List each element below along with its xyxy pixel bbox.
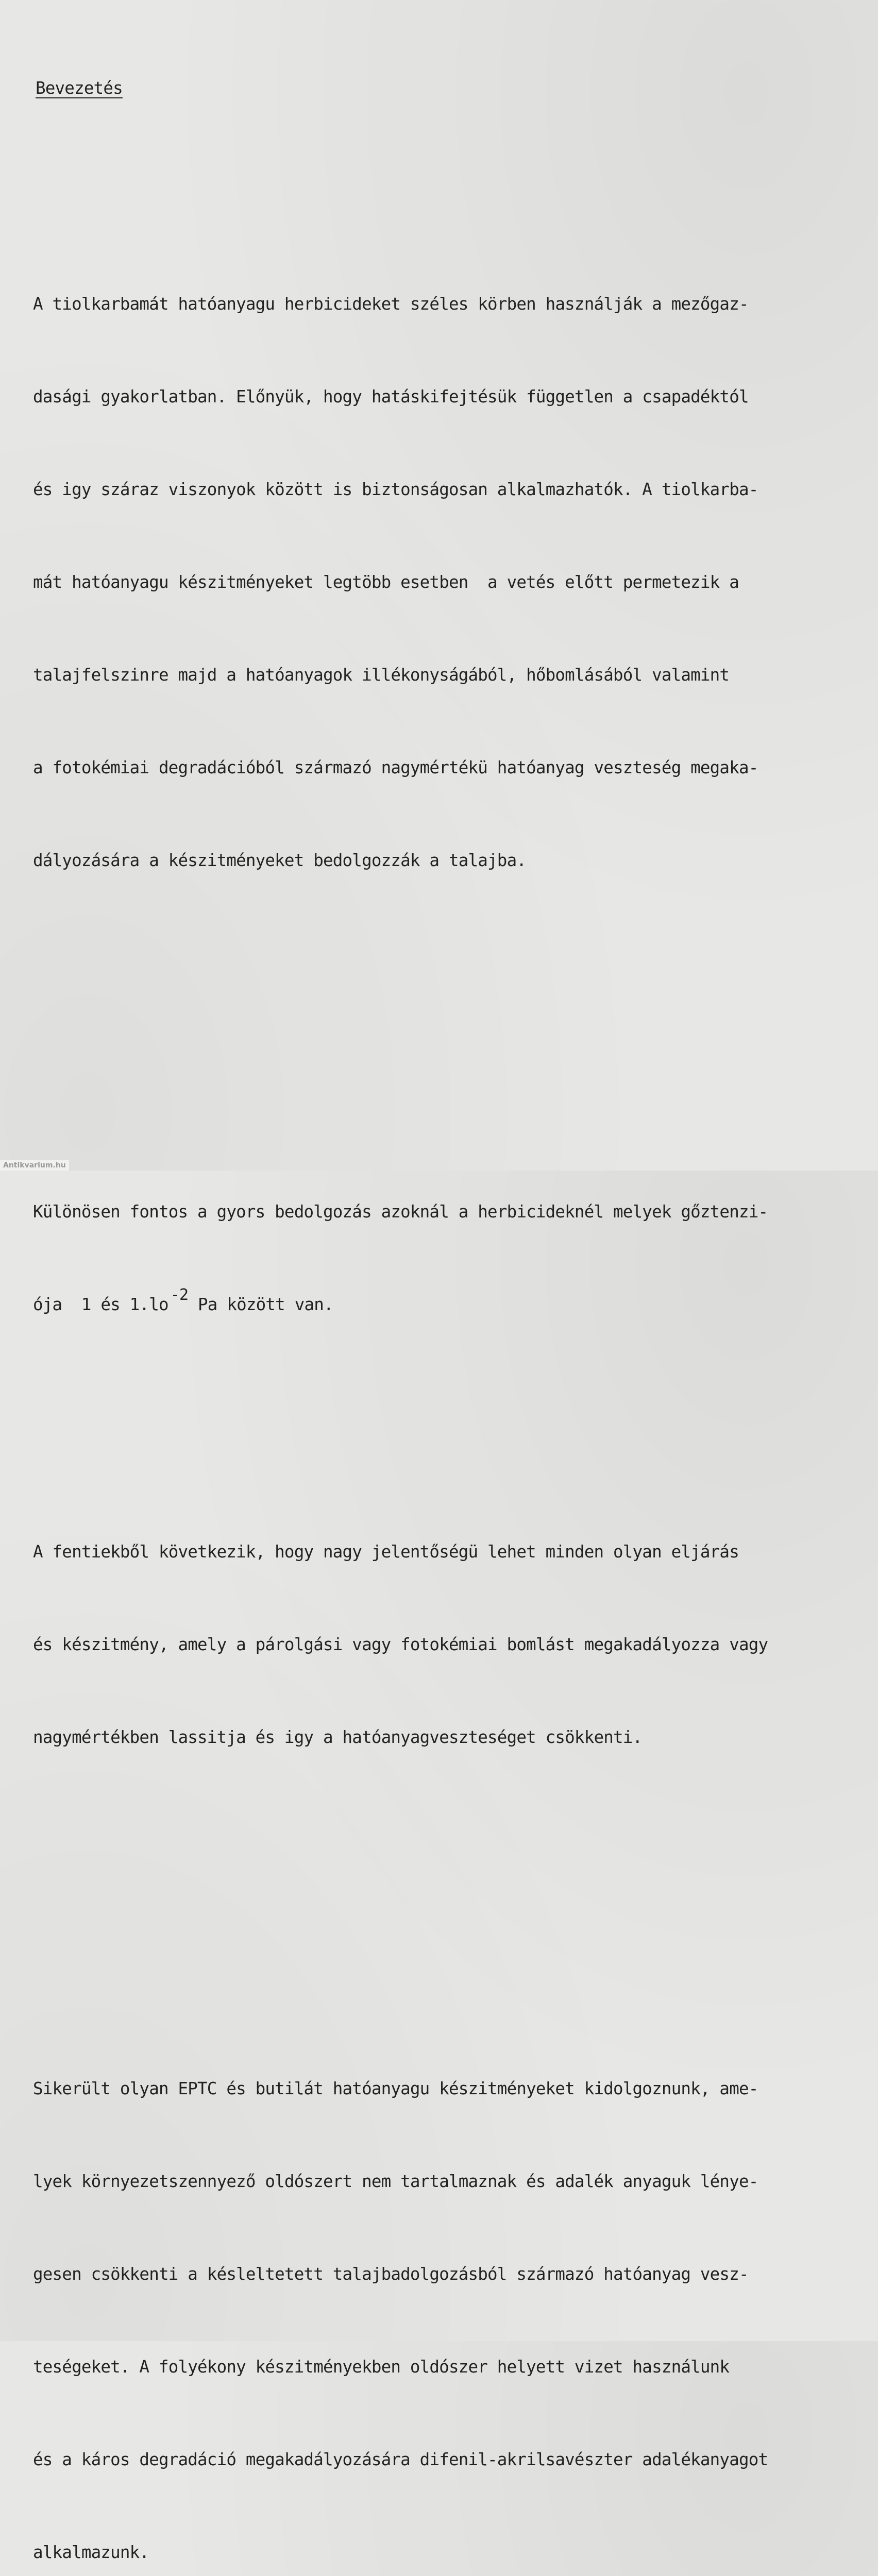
text-line: teségeket. A folyékony készitményekben oldószer helyett vizet használunk xyxy=(33,2357,730,2377)
paragraph-gap xyxy=(33,1030,768,1042)
text-line: és igy száraz viszonyok között is biztonságosan alkalmazhatók. A tiolkarba- xyxy=(33,480,758,499)
paragraph-consequence xyxy=(33,1475,768,1815)
text-line: dályozására a készitményeket bedolgozzák a talajba. xyxy=(33,851,527,870)
text-segment: Pa között van. xyxy=(188,1295,333,1314)
paragraph-vapor-pressure xyxy=(33,1134,768,1382)
body-text xyxy=(33,134,768,2576)
text-line: A fentiekből következik, hogy nagy jelentőségü lehet minden olyan eljárás xyxy=(33,1542,739,1562)
text-line: alkalmazunk. xyxy=(33,2543,149,2562)
text-line: Sikerült olyan EPTC és butilát hatóanyagu készitményeket kidolgoznunk, ame- xyxy=(33,2079,758,2098)
text-line: A tiolkarbamát hatóanyagu herbicideket széles körben használják a mezőgaz- xyxy=(33,294,749,314)
text-line: gesen csökkenti a késleltetett talajbadolgozásból származó hatóanyag vesz- xyxy=(33,2264,749,2284)
watermark: Antikvarium.hu xyxy=(0,1160,69,1171)
exponent: -2 xyxy=(170,1286,189,1304)
text-line: lyek környezetszennyező oldószert nem tartalmaznak és adalék anyaguk lénye- xyxy=(33,2172,758,2191)
section-heading: Bevezetés xyxy=(36,78,123,98)
paragraph-gap xyxy=(33,1907,768,1919)
text-line: nagymértékben lassitja és igy a hatóanyagveszteséget csökkenti. xyxy=(33,1727,643,1747)
text-line: Különösen fontos a gyors bedolgozás azoknál a herbicideknél melyek gőztenzi- xyxy=(33,1202,768,1222)
text-segment: ója 1 és 1.lo xyxy=(33,1295,168,1314)
paragraph-intro xyxy=(33,227,768,938)
text-line: dasági gyakorlatban. Előnyük, hogy hatáskifejtésük független a csapadéktól xyxy=(33,387,749,406)
text-line: mát hatóanyagu készitményeket legtöbb esetben a vetés előtt permetezik a xyxy=(33,572,739,592)
text-line: és a káros degradáció megakadályozására difenil-akrilsavészter adalékanyagot xyxy=(33,2450,768,2469)
text-line: a fotokémiai degradációból származó nagymértékü hatóanyag veszteség megaka- xyxy=(33,758,758,777)
paragraph-formulations xyxy=(33,2011,768,2576)
text-line: talajfelszinre majd a hatóanyagok illékonyságából, hőbomlásából valamint xyxy=(33,665,730,685)
text-line-with-exponent xyxy=(33,1286,768,1320)
text-line: és készitmény, amely a párolgási vagy fotokémiai bomlást megakadályozza vagy xyxy=(33,1635,768,1654)
